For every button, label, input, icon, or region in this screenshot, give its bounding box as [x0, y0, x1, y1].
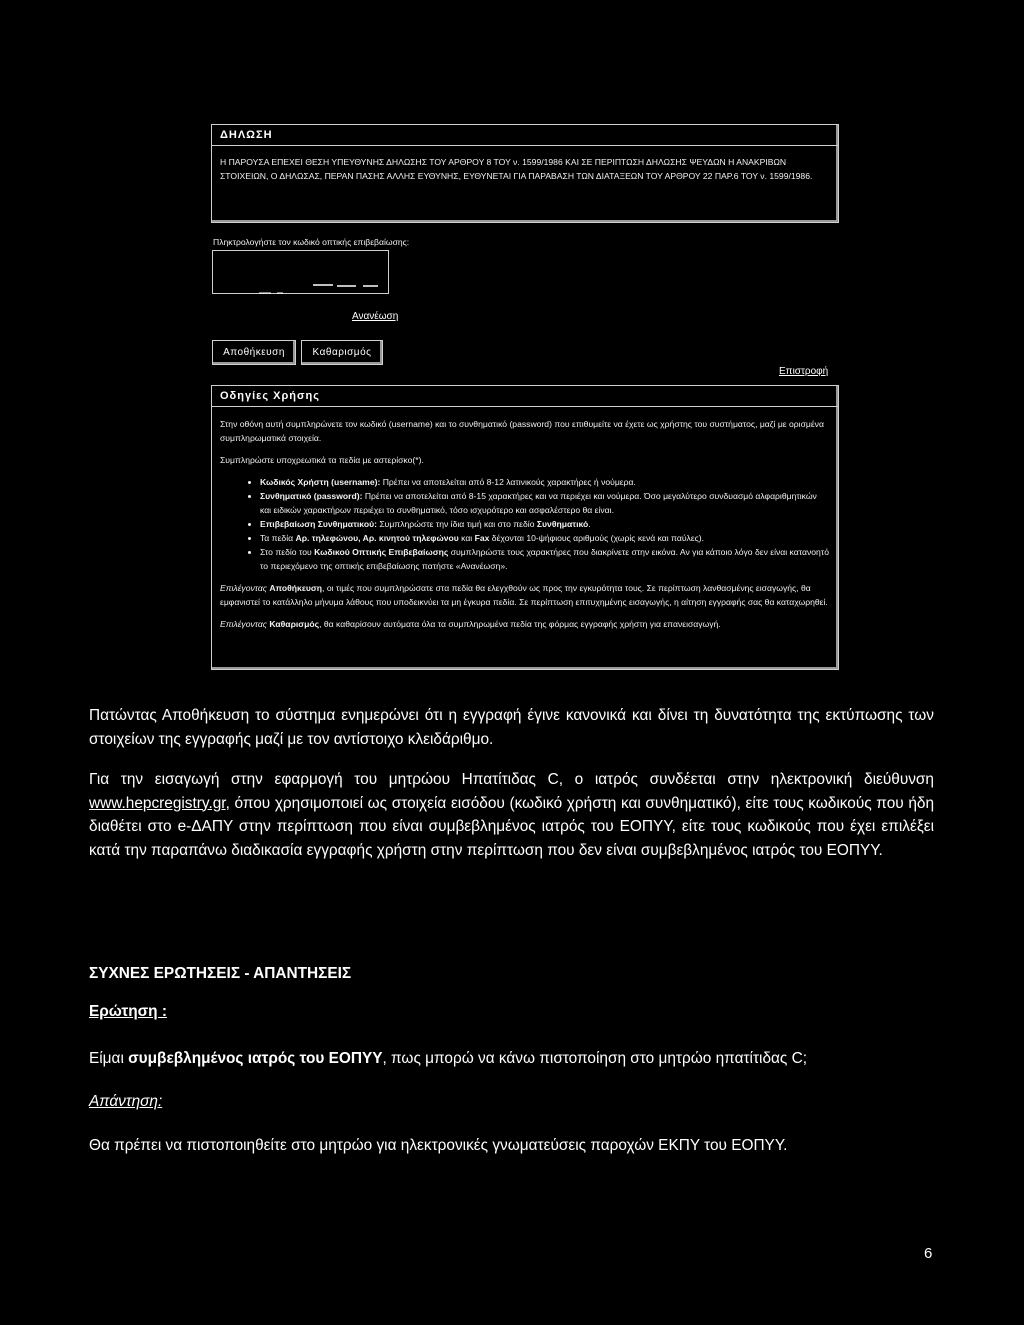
faq-title: ΣΥΧΝΕΣ ΕΡΩΤΗΣΕΙΣ - ΑΠΑΝΤΗΣΕΙΣ — [89, 965, 352, 982]
return-link[interactable]: Επιστροφή — [779, 366, 829, 377]
captcha-image — [212, 250, 389, 294]
captcha-glyphs-icon — [213, 251, 390, 295]
question-text: Είμαι συμβεβλημένος ιατρός του ΕΟΠΥΥ, πως μπορώ να κάνω πιστοποίηση στο μητρώο ηπατίτιδας C; — [89, 1050, 808, 1067]
list-item: • Κωδικός Χρήστη (username): Πρέπει να αποτελείται από 8-12 λατινικούς χαρακτήρες ή νούμερα. — [260, 475, 830, 489]
instructions-list — [220, 475, 830, 573]
answer-label: Απάντηση: — [89, 1093, 163, 1110]
question-label: Ερώτηση : — [89, 1003, 167, 1020]
list-item: • Στο πεδίο του Κωδικού Οπτικής Επιβεβαίωσης συμπληρώστε τους χαρακτήρες που διακρίνετε στην εικόνα. Αν για κάποιο λόγο δεν είναι κατανοητό το περιεχόμενο της οπτικής επιβεβαίωσης πατήστε «Ανανέωση». — [260, 545, 830, 573]
refresh-link[interactable]: Ανανέωση — [352, 311, 399, 322]
clear-button[interactable]: Καθαρισμός — [301, 340, 383, 365]
page-number: 6 — [924, 1245, 933, 1262]
registry-link[interactable]: www.hepcregistry.gr — [89, 794, 226, 812]
instructions-required: Συμπληρώστε υποχρεωτικά τα πεδία με αστερίσκο(*). — [220, 455, 424, 465]
clear-instructions: Επιλέγοντας Καθαρισμός, θα καθαρίσουν αυτόματα όλα τα συμπληρωμένα πεδία της φόρμας εγγραφής χρήστη για επανεισαγωγή. — [220, 619, 721, 629]
declaration-title: ΔΗΛΩΣΗ — [212, 125, 838, 146]
list-item: • Συνθηματικό (password): Πρέπει να αποτελείται από 8-15 χαρακτήρες και να περιέχει και νούμερα. Όσο μεγαλύτερο συνδυασμό αλφαριθμητικών και ειδικών χαρακτήρων περιέχει το συνθηματικό, τόσο ισχυρότερο και ασφαλέστερο θα είναι. — [260, 489, 830, 517]
save-button[interactable]: Αποθήκευση — [212, 340, 296, 365]
doc-para-login: Για την εισαγωγή στην εφαρμογή του μητρώου Ηπατίτιδας C, ο ιατρός συνδέεται στην ηλεκτρονική διεύθυνση www.hepcregistry.gr, όπου χρησιμοποιεί ως στοιχεία εισόδου (κωδικό χρήστη και συνθηματικό), είτε τους κωδικούς που ήδη διαθέτει στο e-ΔΑΠΥ στην περίπτωση που είναι συμβεβλημένος ιατρός του ΕΟΠΥΥ, είτε τους κωδικούς που έχει επιλέξει κατά την παραπάνω διαδικασία εγγραφής χρήστη στην περίπτωση που δεν είναι συμβεβλημένος ιατρός του ΕΟΠΥΥ. — [89, 771, 934, 859]
doc-para-save: Πατώντας Αποθήκευση το σύστημα ενημερώνει ότι η εγγραφή έγινε κανονικά και δίνει τη δυνατότητα της εκτύπωσης των στοιχείων της εγγραφής μαζί με τον αντίστοιχο κλειδάριθμο. — [89, 707, 934, 748]
list-item: • Επιβεβαίωση Συνθηματικού: Συμπληρώστε την ίδια τιμή και στο πεδίο Συνθηματικό. — [260, 517, 830, 531]
captcha-prompt: Πληκτρολογήστε τον κωδικό οπτικής επιβεβαίωσης: — [213, 237, 410, 247]
save-instructions: Επιλέγοντας Αποθήκευση, οι τιμές που συμπληρώσατε στα πεδία θα ελεγχθούν ως προς την εγκυρότητα τους. Σε περίπτωση λανθασμένης εισαγωγής, θα εμφανιστεί το κατάλληλο μήνυμα λάθους που υποδεικνύει τα μη έγκυρα πεδία. Σε περίπτωση επιτυχημένης εισαγωγής, η αίτηση εγγραφής σας θα καταχωρηθεί. — [220, 583, 828, 607]
list-item: • Τα πεδία Αρ. τηλεφώνου, Αρ. κινητού τηλεφώνου και Fax δέχονται 10-ψήφιους αριθμούς (χωρίς κενά και παύλες). — [260, 531, 830, 545]
answer-text: Θα πρέπει να πιστοποιηθείτε στο μητρώο για ηλεκτρονικές γνωματεύσεις παροχών ΕΚΠΥ του ΕΟΠΥΥ. — [89, 1137, 788, 1154]
declaration-box — [211, 124, 839, 223]
instructions-box — [211, 385, 839, 670]
instructions-title: Οδηγίες Χρήσης — [212, 386, 838, 407]
declaration-text: Η ΠΑΡΟΥΣΑ ΕΠΕΧΕΙ ΘΕΣΗ ΥΠΕΥΘΥΝΗΣ ΔΗΛΩΣΗΣ ΤΟΥ ΑΡΘΡΟΥ 8 ΤΟΥ ν. 1599/1986 ΚΑΙ ΣΕ ΠΕΡΙΠΤΩΣΗ ΔΗΛΩΣΗΣ ΨΕΥΔΩΝ Η ΑΝΑΚΡΙΒΩΝ ΣΤΟΙΧΕΙΩΝ, Ο ΔΗΛΩΣΑΣ, ΠΕΡΑΝ ΠΑΣΗΣ ΑΛΛΗΣ ΕΥΘΥΝΗΣ, ΕΥΘΥΝΕΤΑΙ ΓΙΑ ΠΑΡΑΒΑΣΗ ΤΩΝ ΔΙΑΤΑΞΕΩΝ ΤΟΥ ΑΡΘΡΟΥ 22 ΠΑΡ.6 ΤΟΥ ν. 1599/1986. — [220, 157, 813, 181]
instructions-intro: Στην οθόνη αυτή συμπληρώνετε τον κωδικό (username) και το συνθηματικό (password) που επιθυμείτε να έχετε ως χρήστης του συστήματος, μαζί με ορισμένα συμπληρωματικά στοιχεία. — [220, 419, 824, 443]
instructions-body — [212, 407, 838, 631]
